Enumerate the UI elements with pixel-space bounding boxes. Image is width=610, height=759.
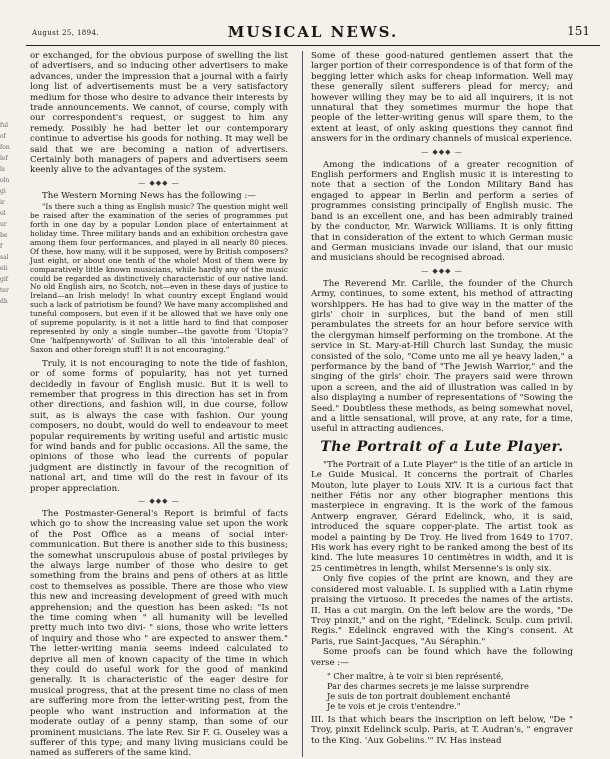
edge-fragment: ur	[0, 221, 7, 228]
edge-fragment: ter	[0, 287, 9, 294]
column-divider	[302, 51, 303, 757]
paragraph: "The Portrait of a Lute Player" is the title of an article in Le Guide Musical. It concerns the portrait of Charles Mouton, lute player to Louis XIV. It is a curious fact that neither Fétis nor any other biographer mentions this masterpiece in engraving. It is the work of the famous Antwerp engraver, Gérard Edelinck, who, it is said, introduced the square copper-plate. The artist took as model a painting by De Troy. He lived from 1649 to 1707. His work has every right to be ranked among the best of its kind. The lute measures 10 centimètres in width, and it is 25 centimètres in length, whilst Mersenne's is only six.	[311, 459, 573, 574]
left-column	[30, 51, 288, 759]
edge-fragment: of	[0, 133, 6, 140]
verse-block	[327, 671, 573, 711]
masthead-title: MUSICAL NEWS.	[227, 23, 399, 41]
verse-line: Je suis de ton portrait doublement enchanté	[327, 690, 511, 701]
paragraph: Only five copies of the print are known, and they are considered most valuable. I. Is supplied with a Latin rhyme praising the virtuoso. It precedes the names of the artists. II. Has a cut margin. On the left below are the words, "De Troy pinxit," and on the right, "Edelinck. Sculp. cum privil. Regis." Edelinck engraved with the King's consent. At Paris, rue Saint-Jacques, "Au Séraphin."	[311, 574, 573, 647]
edge-fragment: dh	[0, 298, 8, 305]
page-number: 151	[567, 24, 590, 38]
section-separator: — ◆◆◆ —	[421, 147, 463, 156]
binding-edge-text	[0, 120, 14, 680]
paragraph: Among the indications of a greater recognition of English performers and English music it is interesting to note that a section of the London Military Band has engaged to appear in Berlin and perform a series of programmes consisting principally of English music. The band is an excellent one, and has been admirably trained by the conductor, Mr. Warwick Williams. It is only fitting that in consideration of the extent to which German music and German musicians invade our island, that our music and musicians should be recognised abroad.	[311, 159, 573, 264]
paragraph: Some of these good-natured gentlemen assert that the larger portion of their correspondence is of that form of the begging letter which asks for cheap information. Well may these generally silent sufferers plead for mercy; and however willing they may be to aid all inquirers, it is not unnatural that they sometimes murmur the hope that people of the letter-writing genus will spare them, to the extent at least, of only asking questions they cannot find answers for in the ordinary channels of musical experience.	[311, 51, 573, 145]
section-separator: — ◆◆◆ —	[421, 266, 463, 275]
paragraph: III. Is that which bears the inscription on left below, "De " Troy, pinxit Edelinck sculp. Paris, at T. Audran's, " engraver to the King. 'Aux Gobelins.'" IV. Has instead	[311, 714, 573, 746]
paragraph: or exchanged, for the obvious purpose of swelling the list of advertisers, and so inducing other advertisers to make advances, under the impression that a journal with a fairly long list of advertisements must be a very satisfactory medium for those who desire to advance their interests by trade announcements. We cannot, of course, comply with our correspondent's request, or suggest to him any remedy. Possibly he had better let our contemporary continue to advertise his goods for nothing. It may well be said that we are becoming a nation of advertisers. Certainly both managers of papers and advertisers seem keenly alive to the advantages of the system.	[30, 51, 288, 176]
edge-fragment: fon	[0, 144, 10, 151]
paragraph: The Western Morning News has the following :—	[42, 190, 256, 201]
verse-line: " Cher maître, à te voir si bien représenté,	[327, 670, 504, 681]
header-rule	[26, 45, 600, 46]
section-separator: — ◆◆◆ —	[138, 178, 180, 187]
edge-fragment: ir	[0, 199, 5, 206]
edge-fragment: gi	[0, 188, 6, 195]
edge-fragment: be	[0, 232, 8, 239]
verse-line: Je te vois et je crois t'entendre."	[327, 700, 461, 711]
edge-fragment: eli	[0, 265, 8, 272]
edge-fragment: lef	[0, 155, 8, 162]
edge-fragment: ls	[0, 166, 5, 173]
paragraph: Truly, it is not encouraging to note the tide of fashion, or of some forms of popularity, has not yet turned decidedly in favour of English music. But it is well to remember that progress in this direction has set in from other directions, and fashion will, in due course, follow suit, as is always the case with fashion. Our young composers, no doubt, would do well to endeavour to meet popular requirements by writing useful and artistic music for wind bands and for public occasions. All the same, the opinions of those who lead the currents of popular judgment are distinctly in favour of the recognition of national art, and time will do the rest in favour of its proper appreciation.	[30, 358, 288, 494]
edge-fragment: oln	[0, 177, 10, 184]
page-header	[26, 23, 600, 43]
edge-fragment: ful	[0, 122, 9, 129]
edge-fragment: gif	[0, 276, 8, 283]
edge-fragment: ol	[0, 210, 6, 217]
block-quote	[30, 203, 288, 354]
verse-line: Par des charmes secrets je me laisse surprendre	[327, 680, 529, 691]
section-heading: The Portrait of a Lute Player.	[320, 438, 564, 455]
quote-text: "Is there such a thing as English music? The question might well be raised after the examination of the series of programmes put forth in one day by a popular London place of entertainment at holiday time. Three military bands and an exhibition orchestra gave among them four performances, and played in all nearly 80 pieces. Of these, how many, will it be supposed, were by British composers? Just eight, or about one tenth of the whole! Most of them were by comparatively little known musicians, while hardly any of the music could be regarded as distinctively characteristic of our native land. No old English airs, no Scotch, not—even in these days of justice to Ireland—an Irish melody! In what country except England would such a lack of patriotism be found? We have many accomplished and tuneful composers, but even if it be allowed that we have only one of supreme popularity, is it not a little hard to find that composer represented by only a single number—the gavotte from 'Utopia'? One 'halfpennyworth' of Sullivan to all this 'intolerable deal' of Saxon and other foreign stuff! It is not encouraging."	[30, 202, 288, 354]
section-separator: — ◆◆◆ —	[138, 496, 180, 505]
right-column	[311, 51, 573, 746]
paragraph: Some proofs can be found which have the following verse :—	[311, 647, 573, 668]
edge-fragment: f	[0, 243, 3, 250]
paragraph: The Reverend Mr. Carlile, the founder of the Church Army, continues, to some extent, his method of attracting worshippers. He has had to give way in the matter of the girls' choir in surplices, but the band of men still perambulates the streets for an hour before service with the clergyman himself performing on the trombone. At the service in St. Mary-at-Hill Church last Sunday, the music consisted of the solo, "Come unto me all ye heavy laden," a performance by the band of "The Jewish Warrior," and the singing of the girls' choir. The prayers said were thrown upon a screen, and the aid of illustration was called in by also displaying a number of representations of "Sowing the Seed." Doubtless these methods, as being somewhat novel, and a little sensational, will prove, at any rate, for a time, useful in attracting audiences.	[311, 278, 573, 435]
edge-fragment: sal	[0, 254, 9, 261]
issue-date: August 25, 1894.	[32, 29, 99, 37]
paragraph: The Postmaster-General's Report is brimful of facts which go to show the increasing value set upon the work of the Post Office as a means of social inter-communication. But there is another side to this business; the somewhat unscrupulous abuse of postal privileges by the always large number of those who desire to get something from the brains and pens of others at as little cost to themselves as possible. There are those who view this new and increasing development of greed with much apprehension; and the question has been asked: "Is not the time coming when " all humanity will be levelled pretty much into two divi- " sions, those who write letters of inquiry and those who " are expected to answer them." The letter-writing mania seems indeed calculated to deprive all men of known capacity of the time in which they could do useful work for the good of mankind generally. It is characteristic of the eager desire for musical progress, that at the present time no class of men are suffering more from the letter-writing pest, from the people who want instruction and information at the moderate outlay of a penny stamp, than some of our prominent musicians. The late Rev. Sir F. G. Ouseley was a sufferer of this type; and many living musicians could be named as sufferers of the same kind.	[30, 508, 288, 759]
